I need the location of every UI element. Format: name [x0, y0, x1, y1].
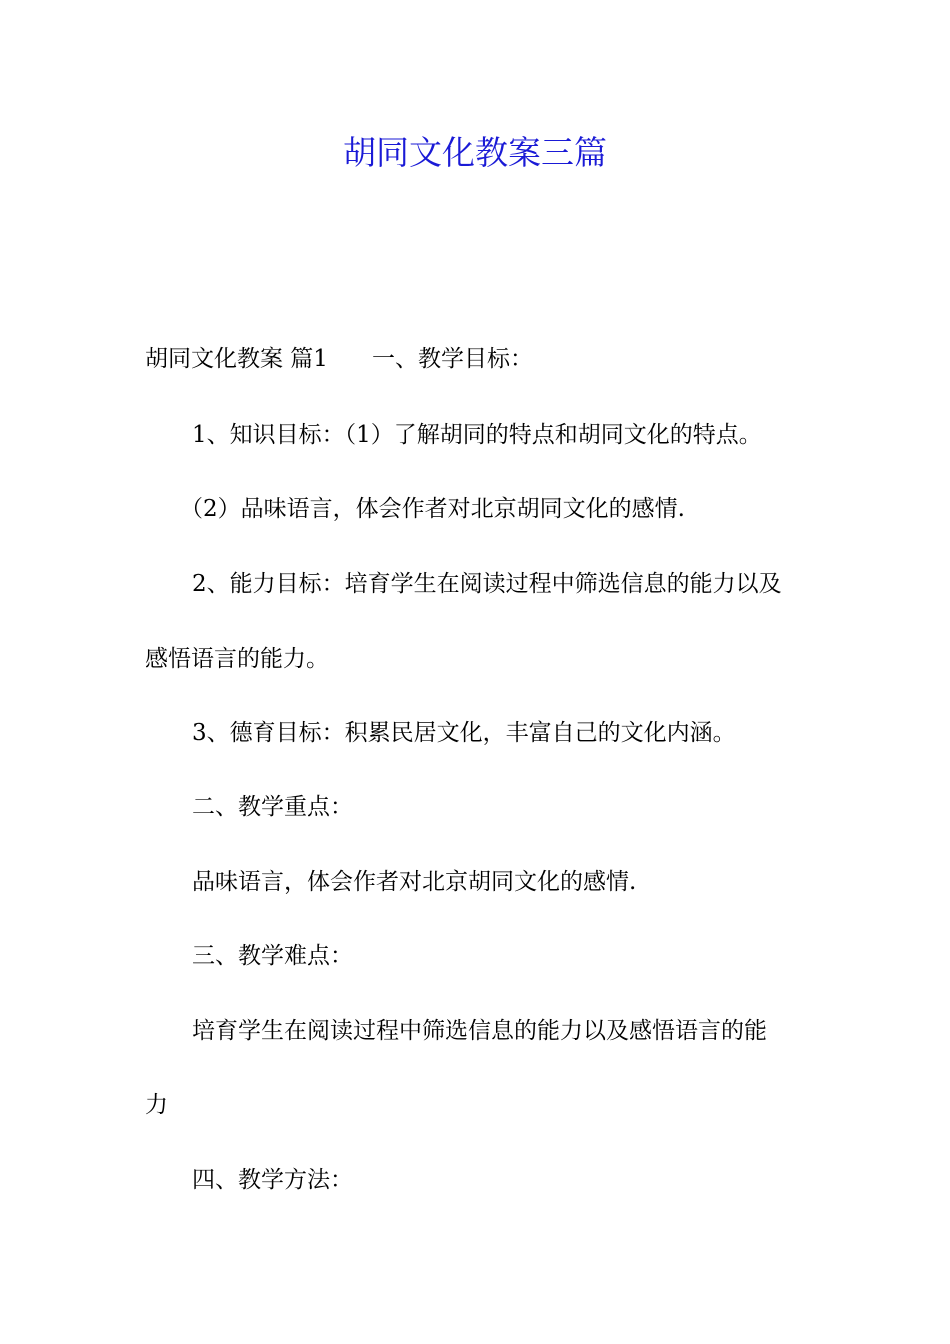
heading-difficulties: 三、教学难点： [192, 943, 353, 969]
section-heading-line [145, 341, 533, 377]
goal-moral: 3、德育目标：积累民居文化，丰富自己的文化内涵。 [192, 720, 736, 746]
section-label: 胡同文化教案 篇1 [145, 346, 328, 372]
heading-key-points: 二、教学重点： [192, 794, 353, 820]
difficulty-line1: 培育学生在阅读过程中筛选信息的能力以及感悟语言的能 [192, 1018, 767, 1044]
goal-ability-line2: 感悟语言的能力。 [145, 646, 329, 672]
goal-knowledge-2: （2）品味语言，体会作者对北京胡同文化的感情. [180, 496, 685, 522]
heading-teaching-goals: 一、教学目标： [371, 346, 533, 372]
goal-ability-line1: 2、能力目标：培育学生在阅读过程中筛选信息的能力以及 [192, 571, 782, 597]
goal-knowledge: 1、知识目标：（1）了解胡同的特点和胡同文化的特点。 [192, 422, 762, 448]
difficulty-line2: 力 [145, 1092, 168, 1118]
heading-methods: 四、教学方法： [192, 1167, 353, 1193]
document-title: 胡同文化教案三篇 [343, 133, 607, 172]
key-point-text: 品味语言，体会作者对北京胡同文化的感情. [192, 869, 637, 895]
